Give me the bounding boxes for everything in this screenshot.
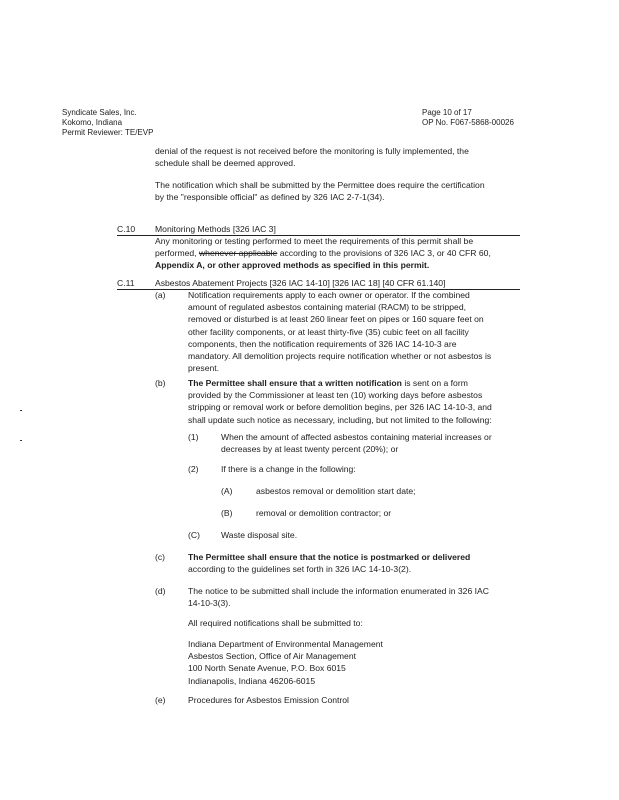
item-b1-label: (1): [188, 432, 199, 442]
item-b1-text: When the amount of affected asbestos containing material increases or decreases by at least twenty percent (20%); or: [221, 432, 492, 455]
intro-paragraph-1: denial of the request is not received before the monitoring is fully implemented, the schedule shall be deemed approved.: [155, 146, 469, 169]
header-location: Kokomo, Indiana: [62, 118, 123, 127]
item-e-label: (e): [155, 695, 166, 705]
item-b2-label: (2): [188, 464, 199, 474]
scan-mark: [20, 440, 22, 441]
mailing-address: Indiana Department of Environmental Management Asbestos Section, Office of Air Management 100 North Senate Avenue, P.O. Box 6015 Indianapolis, Indiana 46206-6015: [188, 639, 383, 686]
item-b3-label: (C): [188, 530, 200, 540]
item-d-submit-text: All required notifications shall be submitted to:: [188, 618, 363, 628]
header-company: Syndicate Sales, Inc.: [62, 108, 137, 117]
header-reviewer: Permit Reviewer: TE/EVP: [62, 128, 154, 137]
item-a-text: Notification requirements apply to each owner or operator. If the combined amount of regulated asbestos containing material (RACM) to be stripped, removed or disturbed is at least 260 linear feet on pipes or 160 square feet on other facility components, or at least thirty-five (35) cubic feet on all facility components, then the notification requirements of 326 IAC 14-10-3 are mandatory. All demolition projects require notification whether or not asbestos is present.: [188, 290, 492, 374]
subitem-a-text: asbestos removal or demolition start date;: [256, 486, 416, 496]
section-c10-number: C.10: [117, 224, 136, 234]
section-c11-number: C.11: [117, 278, 135, 288]
item-c-text: The Permittee shall ensure that the notice is postmarked or delivered according to the guidelines set forth in 326 IAC 14-10-3(2).: [188, 552, 471, 575]
item-d-text: The notice to be submitted shall include the information enumerated in 326 IAC 14-10-3(3).: [188, 586, 489, 609]
item-b-text: The Permittee shall ensure that a written notification is sent on a form provided by the Commissioner at least ten (10) working days before asbestos stripping or removal work or before demolition begins, per 326 IAC 14-10-3, and shall update such notice as necessary, including, but not limited to the following:: [188, 378, 492, 425]
subitem-a-label: (A): [221, 486, 233, 496]
header-left: [62, 108, 153, 138]
item-e-text: Procedures for Asbestos Emission Control: [188, 695, 349, 705]
item-b-label: (b): [155, 378, 166, 388]
item-d-label: (d): [155, 586, 166, 596]
item-b3-text: Waste disposal site.: [221, 530, 298, 540]
item-a-label: (a): [155, 290, 166, 300]
intro-paragraph-2: The notification which shall be submitted by the Permittee does require the certification by the "responsible official" as defined by 326 IAC 2-7-1(34).: [155, 180, 485, 203]
item-c-label: (c): [155, 552, 166, 562]
section-c10-body: Any monitoring or testing performed to meet the requirements of this permit shall be performed, whenever applicable according to the provisions of 326 IAC 3, or 40 CFR 60, Appendix A, or other approved methods as specified in this permit.: [155, 236, 491, 271]
scan-mark: [20, 410, 22, 411]
struck-text: whenever applicable: [198, 248, 278, 259]
section-c11-title: Asbestos Abatement Projects [326 IAC 14-10] [326 IAC 18] [40 CFR 61.140]: [155, 278, 446, 288]
header-page: Page 10 of 17: [422, 108, 472, 117]
item-b2-text: If there is a change in the following:: [221, 464, 356, 474]
header-permit-no: OP No. F067-5868-00026: [422, 118, 514, 127]
subitem-b-text: removal or demolition contractor; or: [256, 508, 392, 518]
section-c10-title: Monitoring Methods [326 IAC 3]: [155, 224, 276, 234]
header-right: [422, 108, 514, 128]
subitem-b-label: (B): [221, 508, 233, 518]
